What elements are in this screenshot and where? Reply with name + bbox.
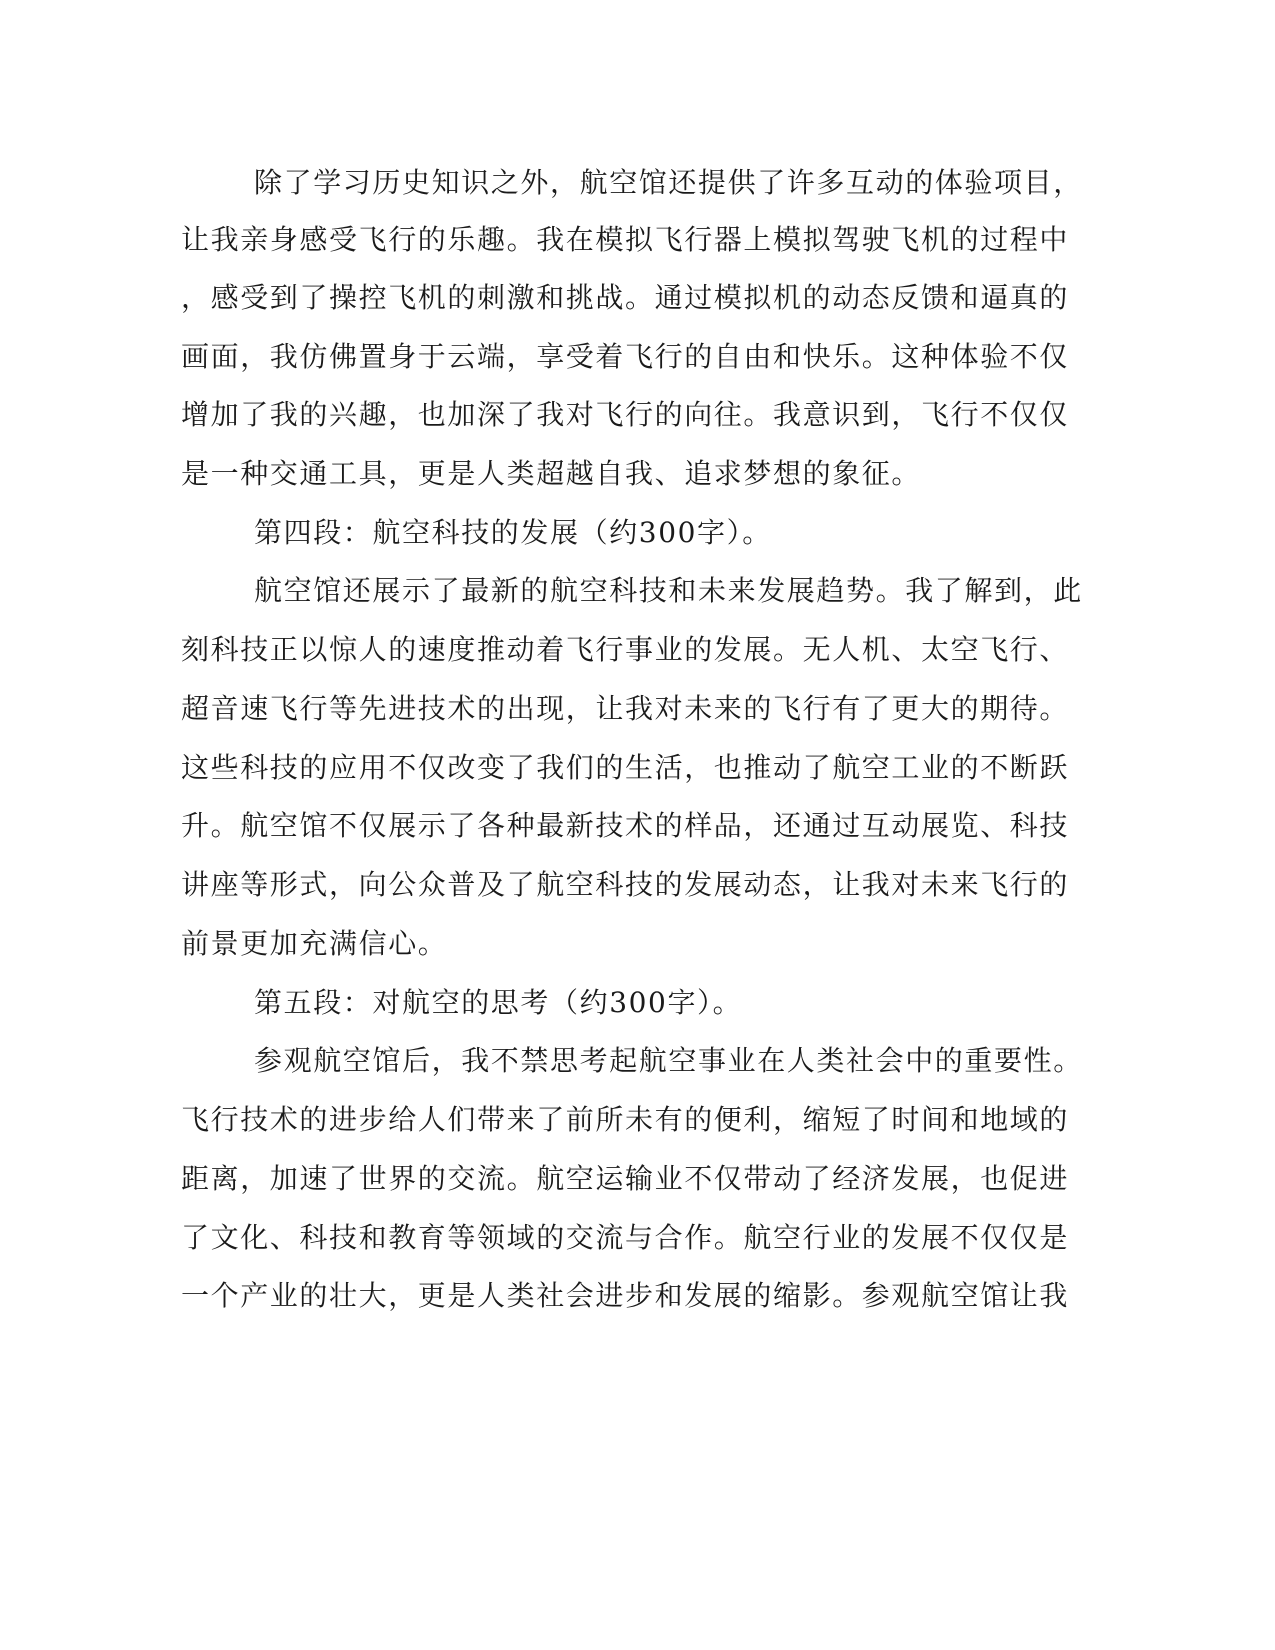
paragraph-line: 一个产业的壮大，更是人类社会进步和发展的缩影。参观航空馆让我: [181, 1279, 1070, 1312]
paragraph-line: 距离，加速了世界的交流。航空运输业不仅带动了经济发展，也促进: [181, 1162, 1070, 1195]
paragraph-line: 这些科技的应用不仅改变了我们的生活，也推动了航空工业的不断跃: [181, 751, 1070, 784]
paragraph-line: 超音速飞行等先进技术的出现，让我对未来的飞行有了更大的期待。: [181, 692, 1070, 725]
paragraph-line: 航空馆还展示了最新的航空科技和未来发展趋势。我了解到，此: [254, 574, 1083, 607]
section-heading: 第四段：航空科技的发展（约300字）。: [254, 516, 772, 549]
paragraph-line: 除了学习历史知识之外，航空馆还提供了许多互动的体验项目，: [254, 166, 1083, 199]
paragraph-line: 了文化、科技和教育等领域的交流与合作。航空行业的发展不仅仅是: [181, 1221, 1070, 1254]
paragraph-line: 增加了我的兴趣，也加深了我对飞行的向往。我意识到，飞行不仅仅: [181, 398, 1070, 431]
paragraph-line: 飞行技术的进步给人们带来了前所未有的便利，缩短了时间和地域的: [181, 1103, 1070, 1136]
section-heading: 第五段：对航空的思考（约300字）。: [254, 986, 743, 1019]
paragraph-line: 让我亲身感受飞行的乐趣。我在模拟飞行器上模拟驾驶飞机的过程中: [181, 223, 1070, 256]
paragraph-line: 讲座等形式，向公众普及了航空科技的发展动态，让我对未来飞行的: [181, 868, 1070, 901]
paragraph-line: 刻科技正以惊人的速度推动着飞行事业的发展。无人机、太空飞行、: [181, 633, 1070, 666]
paragraph-line: 画面，我仿佛置身于云端，享受着飞行的自由和快乐。这种体验不仅: [181, 340, 1070, 373]
paragraph-line: 前景更加充满信心。: [181, 927, 448, 960]
paragraph-line: 参观航空馆后，我不禁思考起航空事业在人类社会中的重要性。: [254, 1044, 1083, 1077]
paragraph-line: 是一种交通工具，更是人类超越自我、追求梦想的象征。: [181, 457, 922, 490]
paragraph-line: ，感受到了操控飞机的刺激和挑战。通过模拟机的动态反馈和逼真的: [181, 281, 1070, 314]
paragraph-line: 升。航空馆不仅展示了各种最新技术的样品，还通过互动展览、科技: [181, 809, 1070, 842]
